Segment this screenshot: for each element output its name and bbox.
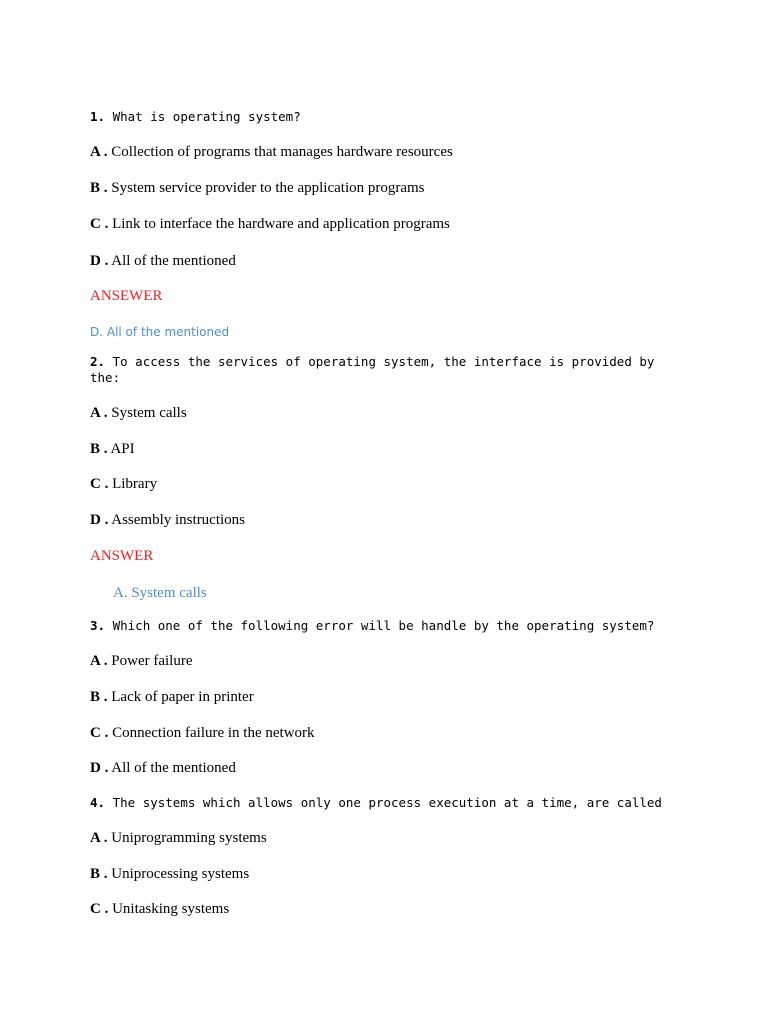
option-a — [90, 404, 187, 422]
question-3 — [90, 618, 680, 634]
option-letter: A . — [90, 830, 108, 846]
option-text: Lack of paper in printer — [107, 689, 254, 705]
answer-label: ANSEWER — [90, 288, 163, 304]
question-number: 3. — [90, 618, 106, 633]
option-a — [90, 652, 192, 670]
option-d — [90, 759, 236, 777]
option-a — [90, 143, 453, 161]
option-letter: B . — [90, 866, 108, 882]
option-text: All of the mentioned — [108, 760, 236, 776]
question-text: To access the services of operating system, the interface is provided by the: — [90, 354, 662, 385]
option-text: Assembly instructions — [108, 512, 246, 528]
option-b — [90, 688, 254, 706]
question-number: 2. — [90, 354, 106, 369]
answer-text: A. System calls — [113, 585, 207, 601]
option-letter: D . — [90, 760, 109, 776]
question-4 — [90, 795, 680, 811]
option-c — [90, 475, 157, 493]
option-b — [90, 440, 135, 458]
option-letter: B . — [90, 441, 108, 457]
question-text: Which one of the following error will be handle by the operating system? — [105, 618, 655, 633]
option-c — [90, 724, 315, 742]
option-letter: B . — [90, 689, 108, 705]
option-letter: C . — [90, 216, 109, 232]
option-text: Library — [108, 476, 158, 492]
option-d — [90, 252, 236, 270]
option-c — [90, 215, 450, 233]
option-c — [90, 900, 229, 918]
option-text: Uniprocessing systems — [107, 866, 250, 882]
question-number: 1. — [90, 109, 106, 124]
answer-label: ANSWER — [90, 548, 154, 564]
question-text: The systems which allows only one process execution at a time, are called — [105, 795, 662, 810]
question-1 — [90, 109, 680, 125]
option-text: Collection of programs that manages hardware resources — [107, 144, 453, 160]
option-text: Unitasking systems — [108, 901, 230, 917]
option-letter: A . — [90, 144, 108, 160]
option-letter: B . — [90, 180, 108, 196]
option-letter: C . — [90, 476, 109, 492]
question-2 — [90, 354, 680, 386]
option-text: API — [107, 441, 135, 457]
option-letter: D . — [90, 512, 109, 528]
option-letter: C . — [90, 901, 109, 917]
option-text: Uniprogramming systems — [107, 830, 267, 846]
option-letter: D . — [90, 253, 109, 269]
option-text: System calls — [107, 405, 187, 421]
option-a — [90, 829, 267, 847]
option-text: Link to interface the hardware and application programs — [108, 216, 450, 232]
option-text: Power failure — [107, 653, 193, 669]
answer-text: D. All of the mentioned — [90, 325, 230, 339]
option-text: All of the mentioned — [108, 253, 236, 269]
option-d — [90, 511, 245, 529]
question-number: 4. — [90, 795, 106, 810]
option-letter: A . — [90, 405, 108, 421]
question-text: What is operating system? — [105, 109, 301, 124]
option-letter: C . — [90, 725, 109, 741]
option-text: System service provider to the application programs — [107, 180, 425, 196]
option-b — [90, 179, 425, 197]
option-b — [90, 865, 249, 883]
option-letter: A . — [90, 653, 108, 669]
option-text: Connection failure in the network — [108, 725, 315, 741]
